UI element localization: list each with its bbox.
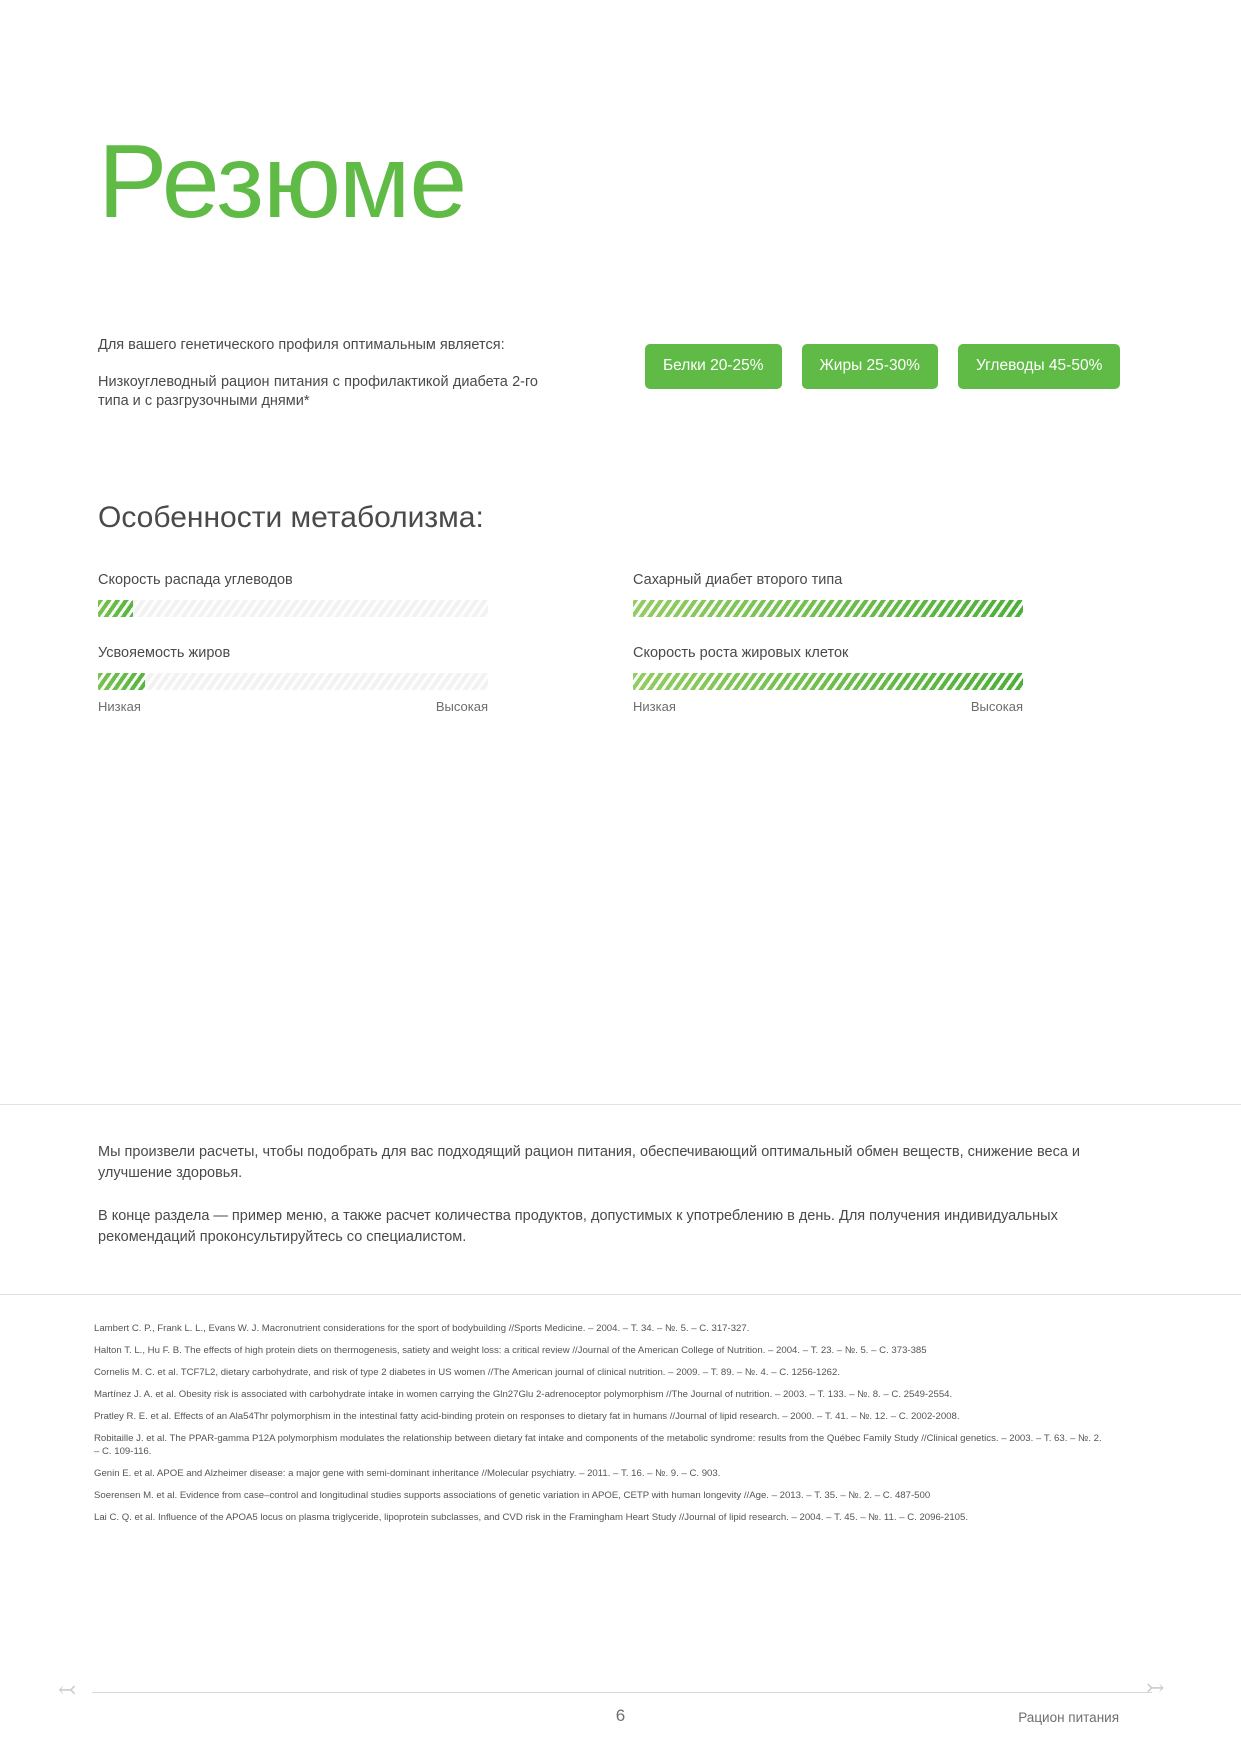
- grid-spacer: [488, 572, 633, 645]
- section-heading-metabolism: Особенности метаболизма:: [98, 501, 484, 534]
- divider-references: [0, 1294, 1241, 1295]
- reference-item: Cornelis M. C. et al. TCF7L2, dietary carbohydrate, and risk of type 2 diabetes in US women //The American journal of clinical nutrition. – 2009. – Т. 89. – №. 4. – С. 1256-1262.: [94, 1367, 841, 1378]
- footer-flourish-left-icon: ↢: [58, 1678, 77, 1703]
- scale-low-label: Низкая: [633, 699, 676, 714]
- reference-item: Robitaille J. et al. The PPAR-gamma P12A polymorphism modulates the relationship between dietary fat intake and components of the metabolic syndrome: results from the Québec Family Study //Clinical genetics. – 2003. – Т. 63. – №. 2. – С. 109-116.: [94, 1433, 1102, 1457]
- page-number: 6: [615, 1706, 626, 1725]
- reference-item: Martínez J. A. et al. Obesity risk is associated with carbohydrate intake in women carrying the Gln27Glu 2-adrenoceptor polymorphism //The Journal of nutrition. – 2003. – Т. 133. – №. 8. – С. 2549-2554.: [94, 1389, 953, 1400]
- macro-badge-fat: Жиры 25-30%: [802, 344, 938, 389]
- grid-spacer: [488, 645, 633, 742]
- scale-high-label: Высокая: [970, 699, 1023, 714]
- references-list: [94, 1322, 1104, 1533]
- metric-label: Скорость роста жировых клеток: [633, 645, 849, 661]
- reference-item: Lambert C. P., Frank L. L., Evans W. J. Macronutrient considerations for the sport of bodybuilding //Sports Medicine. – 2004. – Т. 34. – №. 5. – С. 317-327.: [94, 1323, 750, 1334]
- note-paragraph-1: Мы произвели расчеты, чтобы подобрать для вас подходящий рацион питания, обеспечивающий оптимальный обмен веществ, снижение веса и улучшение здоровья.: [98, 1144, 1081, 1181]
- metric-fat-absorption: [98, 645, 488, 714]
- reference-item: Genin E. et al. APOE and Alzheimer disease: a major gene with semi-dominant inheritance //Molecular psychiatry. – 2011. – Т. 16. – №. 9. – С. 903.: [94, 1468, 721, 1479]
- metric-carb-breakdown: [98, 572, 488, 617]
- metric-bar-fill: [98, 673, 145, 690]
- page-title: Резюме: [98, 124, 467, 240]
- scale-low-label: Низкая: [98, 699, 141, 714]
- metric-bar-fill: [98, 600, 133, 617]
- scale-row-right: [633, 699, 1023, 714]
- metric-bar-track: [633, 600, 1023, 617]
- footer-divider: [92, 1692, 1152, 1693]
- metric-label: Усвояемость жиров: [98, 645, 231, 661]
- reference-item: Soerensen M. et al. Evidence from case–control and longitudinal studies supports associations of genetic variation in APOE, CETP with human longevity //Age. – 2013. – Т. 35. – №. 2. – С. 487-500: [94, 1490, 931, 1501]
- scale-row-left: [98, 699, 488, 714]
- macro-badge-protein: Белки 20-25%: [645, 344, 782, 389]
- metric-label: Сахарный диабет второго типа: [633, 572, 843, 588]
- divider-top: [0, 1104, 1241, 1105]
- macro-badge-carbs: Углеводы 45-50%: [958, 344, 1120, 389]
- macro-badges: [645, 344, 1120, 389]
- metric-bar-fill: [633, 673, 1023, 690]
- metric-label: Скорость распада углеводов: [98, 572, 293, 588]
- reference-item: Lai C. Q. et al. Influence of the APOA5 locus on plasma triglyceride, lipoprotein subclasses, and CVD risk in the Framingham Heart Study //Journal of lipid research. – 2004. – Т. 45. – №. 11. – С. 2096-2105.: [94, 1512, 969, 1523]
- footer-section-name: Рацион питания: [1018, 1710, 1119, 1725]
- metric-fat-cell-growth: [633, 645, 1023, 714]
- scale-high-label: Высокая: [435, 699, 488, 714]
- metric-bar-track: [633, 673, 1023, 690]
- reference-item: Halton T. L., Hu F. B. The effects of high protein diets on thermogenesis, satiety and weight loss: a critical review //Journal of the American College of Nutrition. – 2004. – Т. 23. – №. 5. – С. 373-385: [94, 1345, 927, 1356]
- metric-bar-track: [98, 600, 488, 617]
- intro-block: [98, 335, 548, 411]
- intro-diet-text: Низкоуглеводный рацион питания с профилактикой диабета 2-го типа и с разгрузочными днями*: [98, 374, 538, 409]
- metabolism-bars: [98, 572, 1028, 742]
- metric-type2-diabetes: [633, 572, 1023, 617]
- metric-bar-track: [98, 673, 488, 690]
- note-paragraph-2: В конце раздела — пример меню, а также расчет количества продуктов, допустимых к употреблению в день. Для получения индивидуальных рекомендаций проконсультируйтесь со специалистом.: [98, 1208, 1058, 1245]
- intro-lead-text: Для вашего генетического профиля оптимальным является:: [98, 337, 505, 353]
- metric-bar-fill: [633, 600, 1023, 617]
- reference-item: Pratley R. E. et al. Effects of an Ala54Thr polymorphism in the intestinal fatty acid-binding protein on responses to dietary fat in humans //Journal of lipid research. – 2000. – Т. 41. – №. 12. – С. 2002-2008.: [94, 1411, 960, 1422]
- notes-block: [98, 1142, 1108, 1270]
- footer-flourish-right-icon: ↣: [1146, 1676, 1165, 1701]
